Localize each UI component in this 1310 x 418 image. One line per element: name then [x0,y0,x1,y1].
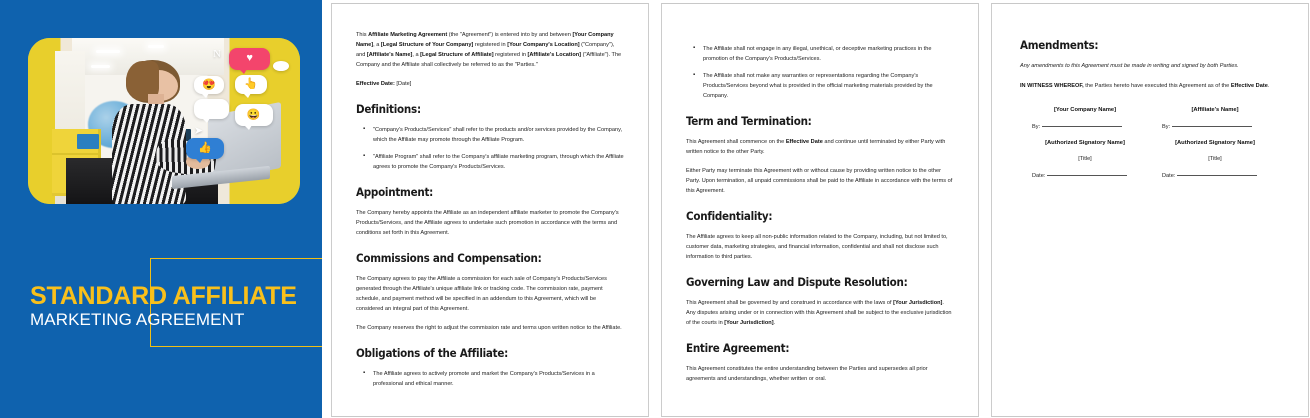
cover-title-block [30,284,322,329]
heading-governing-law: Governing Law and Dispute Resolution: [686,275,908,289]
page-1-cover[interactable] [0,0,322,418]
page-gap [979,0,991,1]
term-paragraph-1: This Agreement shall commence on the Effective Date and continue until terminated by either Party with written notice to the other Party. [686,139,946,155]
authorized-signatory-name: [Authorized Signatory Name] [1175,140,1255,146]
date-rule[interactable] [1177,175,1257,176]
authorized-signatory-name: [Authorized Signatory Name] [1045,140,1125,146]
photo-ceiling-light [91,65,110,68]
by-label: By: [1162,124,1171,130]
date-rule[interactable] [1047,175,1127,176]
photo-ceiling-light [96,50,120,53]
list-item: ▪ The Affiliate agrees to actively promote and market the Company's Products/Services in a professional and ethical manner. [373,369,624,389]
photo-monitor [77,134,99,149]
witness-clause: IN WITNESS WHEREOF, the Parties hereto have executed this Agreement as of the Effective Date. [1020,83,1270,89]
heading-obligations: Obligations of the Affiliate: [356,346,509,360]
list-item: ▪ "Affiliate Program" shall refer to the Company's affiliate marketing program, through which the Affiliate agrees to promote the Company's Products/Services. [373,152,624,172]
heart-glyph: ♥ [246,52,253,65]
page-4[interactable] [991,3,1309,417]
term-paragraph-2: Either Party may terminate this Agreement with or without cause by providing written notice to the other Party. Upon termination, all unpaid commissions shall be paid to the Affiliate in accordance with the terms of this Agreement. [686,168,953,194]
paper-plane-icon: ➤ [193,125,204,138]
heading-term-and-termination: Term and Termination: [686,114,812,128]
commissions-paragraph-2: The Company reserves the right to adjust the commission rate and terms upon written notice to the Affiliate. [356,325,622,331]
date-label: Date: [1162,173,1176,179]
list-item: ▪ "Company's Products/Services" shall refer to the products and/or services provided by the Company, which the Affiliate may promote through the Affiliate Program. [373,125,624,145]
signature-by-line[interactable] [1150,124,1280,130]
pointing-hand-icon: 👆 [235,75,268,95]
list-item: ▪ The Affiliate shall not make any warranties or representations regarding the Company's Products/Services beyond what is provided in the official marketing materials provided by the Company. [703,71,954,101]
page-subtitle: MARKETING AGREEMENT [30,309,245,329]
intro-paragraph: This Affiliate Marketing Agreement (the "Agreement") is entered into by and between [Your Company Name], a [Legal Structure of Your Company] registered in [Your Company's Location] ("Company"), and [Affiliate's Name], a [Legal Structure of Affiliate] registered in [Affiliate's Location] ("Affiliate"). The Company and the Affiliate shall collectively be referred to as the "Parties." [356,32,622,68]
heading-commissions: Commissions and Compensation: [356,251,542,265]
heading-entire-agreement: Entire Agreement: [686,341,790,355]
thumbs-up-glyph: 👍 [197,141,212,154]
heading-confidentiality: Confidentiality: [686,209,773,223]
page-title: STANDARD AFFILIATE [30,282,297,310]
commissions-paragraph-1: The Company agrees to pay the Affiliate a commission for each sale of Company's Products/Services generated through the Affiliate's unique affiliate link or tracking code. The commission rate, payment schedule, and payment method will be specified in an addendum to this Agreement, which will be considered an integral part of this Agreement. [356,276,607,312]
definitions-list [356,125,624,172]
thumbs-up-icon [186,138,224,160]
entire-agreement-paragraph: This Agreement constitutes the entire understanding between the Parties and supersedes all prior agreements and understandings, whether written or oral. [686,366,928,382]
affiliate-restrictions-list [686,44,954,101]
cover-photo [28,38,300,204]
signature-rule[interactable] [1042,126,1122,127]
signatory-title: [Title] [1208,156,1222,162]
letter-n-icon: N [212,47,221,60]
governing-law-paragraph: This Agreement shall be governed by and construed in accordance with the laws of [Your Jurisdiction]. Any disputes arising under or in connection with this Agreement shall be subject to the exclusive jurisdiction of the courts in [Your Jurisdiction]. [686,300,952,326]
by-label: By: [1032,124,1041,130]
page-2[interactable] [331,3,649,417]
signature-block-company [1020,107,1150,189]
heading-appointment: Appointment: [356,185,434,199]
list-item: ▪ The Affiliate shall not engage in any illegal, unethical, or deceptive marketing practices in the promotion of the Company's Products/Services. [703,44,954,64]
signature-rule[interactable] [1172,126,1252,127]
photo-ceiling-light [148,45,164,48]
obligations-list [356,369,624,389]
signature-date-line[interactable] [1020,173,1150,179]
smiley-emoji-icon: 😀 [235,104,273,126]
signature-date-line[interactable] [1150,173,1280,179]
page-3[interactable] [661,3,979,417]
effective-date-line: Effective Date: [Date] [356,81,412,87]
page-gap [322,0,331,1]
page-gap [649,0,661,1]
heading-definitions: Definitions: [356,102,421,116]
amendments-note: Any amendments to this Agreement must be made in writing and signed by both Parties. [1020,63,1239,69]
heart-icon [229,48,270,70]
signature-grid [1020,107,1280,189]
signature-block-affiliate [1150,107,1280,189]
envelope-icon: ✉ [194,99,229,119]
signature-by-line[interactable] [1020,124,1150,130]
confidentiality-paragraph: The Affiliate agrees to keep all non-public information related to the Company, including, but not limited to, customer data, marketing strategies, and financial information, confidential and shall not disclose such information to third parties. [686,234,948,260]
date-label: Date: [1032,173,1046,179]
heading-amendments: Amendments: [1020,38,1099,52]
appointment-paragraph: The Company hereby appoints the Affiliate as an independent affiliate marketer to promote the Company's Products/Services, and the Affiliate agrees to undertake such promotion in accordance with the terms and conditions set forth in this Agreement. [356,210,619,236]
signature-party-name: [Your Company Name] [1053,107,1117,113]
heart-eyes-emoji-icon: 😍 [194,76,224,94]
signatory-title: [Title] [1078,156,1092,162]
signature-party-name: [Affiliate's Name] [1191,107,1239,113]
